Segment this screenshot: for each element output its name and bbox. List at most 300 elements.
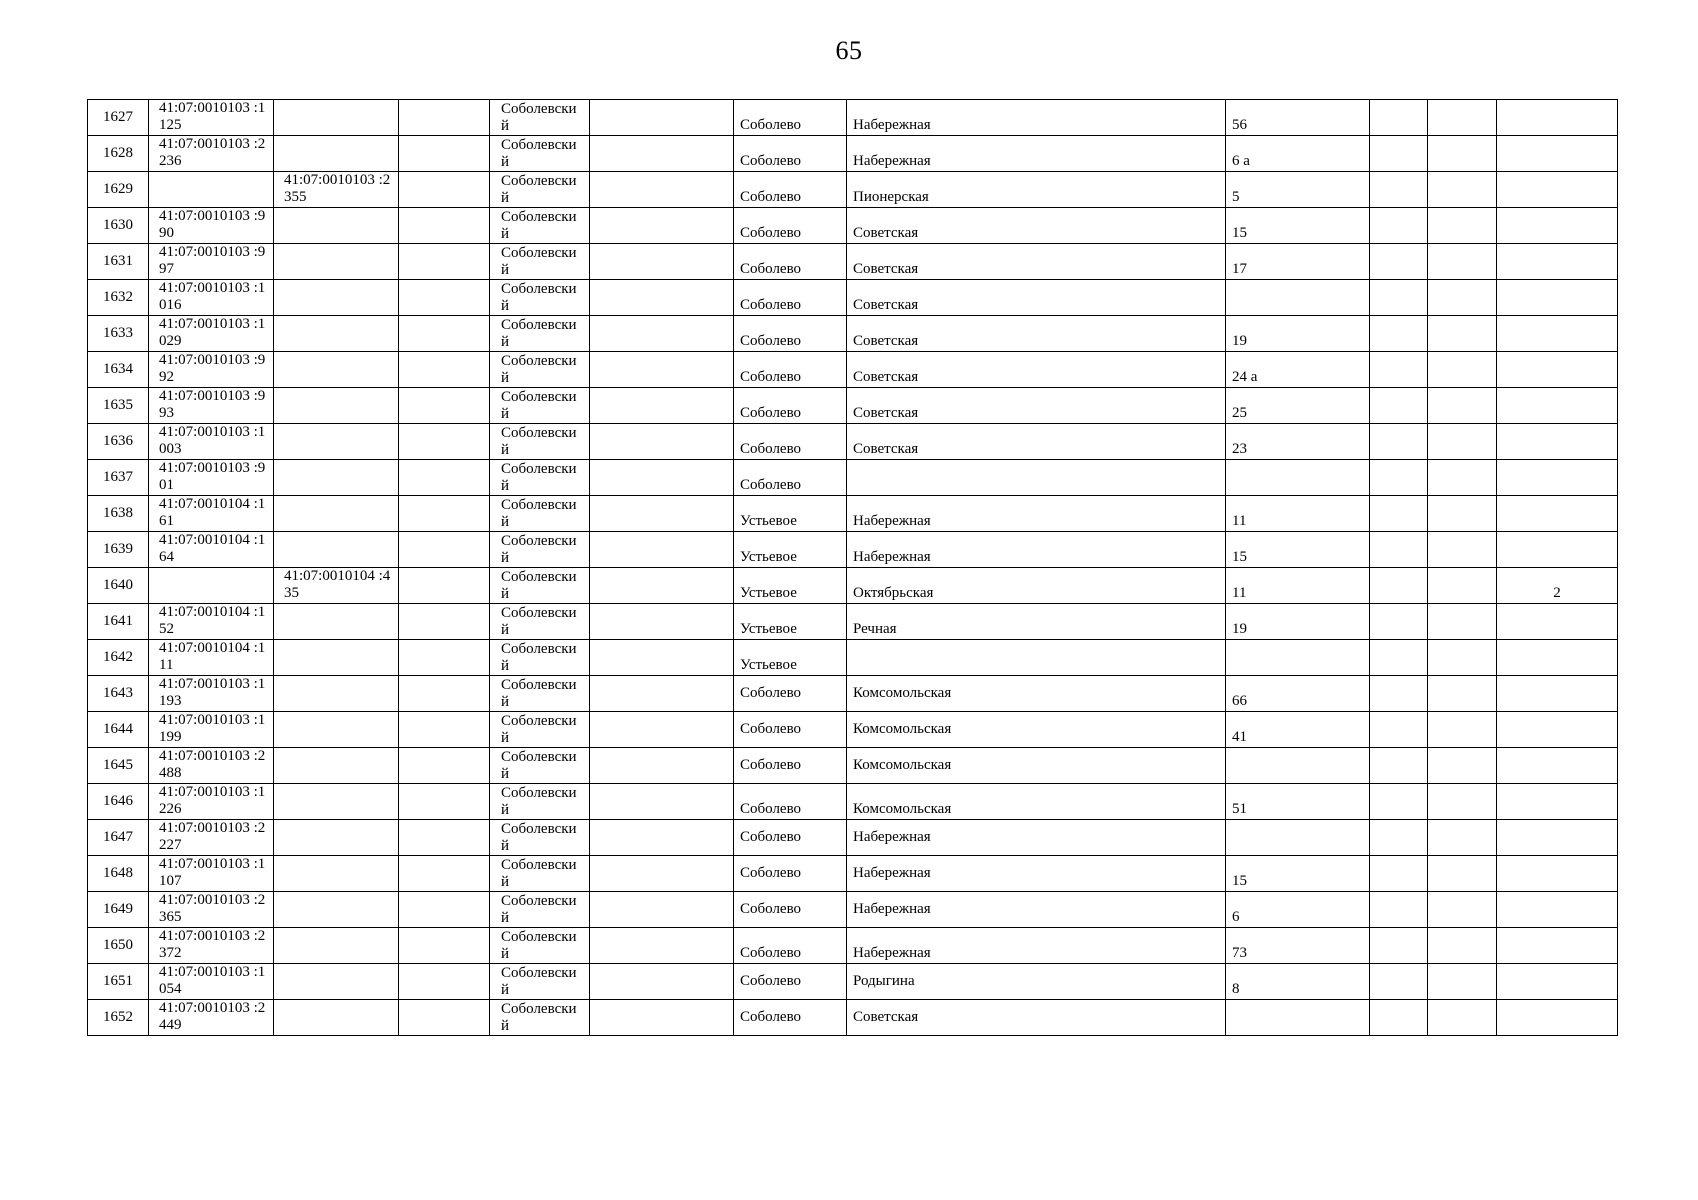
row-number-cell: 1630 — [88, 208, 149, 244]
house-number-cell: 15 — [1226, 532, 1370, 568]
locality-cell: Соболево — [734, 964, 847, 1000]
locality-cell: Соболево — [734, 820, 847, 856]
cadastral-number-cell: 41:07:0010104 :152 — [149, 604, 274, 640]
row-number-cell: 1635 — [88, 388, 149, 424]
empty-cell — [1428, 856, 1497, 892]
table-row — [88, 676, 1618, 712]
empty-cell — [399, 784, 490, 820]
empty-cell — [399, 424, 490, 460]
cadastral-number-alt-cell — [274, 352, 399, 388]
apartment-number-cell — [1497, 640, 1618, 676]
cadastral-number-alt-cell — [274, 532, 399, 568]
row-number-cell: 1634 — [88, 352, 149, 388]
row-number-cell: 1644 — [88, 712, 149, 748]
locality-cell: Соболево — [734, 280, 847, 316]
table-row — [88, 604, 1618, 640]
district-cell: Соболевски й — [490, 568, 590, 604]
apartment-number-cell — [1497, 712, 1618, 748]
empty-cell — [590, 496, 734, 532]
empty-cell — [590, 568, 734, 604]
row-number-cell: 1638 — [88, 496, 149, 532]
cadastral-number-alt-cell — [274, 424, 399, 460]
street-cell: Пионерская — [847, 172, 1226, 208]
cadastral-number-cell: 41:07:0010103 :2227 — [149, 820, 274, 856]
empty-cell — [590, 640, 734, 676]
locality-cell: Соболево — [734, 244, 847, 280]
empty-cell — [1428, 892, 1497, 928]
table-body — [88, 100, 1618, 1036]
house-number-cell: 23 — [1226, 424, 1370, 460]
cadastral-number-alt-cell — [274, 964, 399, 1000]
street-cell: Родыгина — [847, 964, 1226, 1000]
table-row — [88, 496, 1618, 532]
street-cell: Набережная — [847, 856, 1226, 892]
street-cell: Набережная — [847, 100, 1226, 136]
locality-cell: Соболево — [734, 892, 847, 928]
empty-cell — [399, 892, 490, 928]
empty-cell — [1428, 244, 1497, 280]
cadastral-number-cell: 41:07:0010104 :164 — [149, 532, 274, 568]
row-number-cell: 1628 — [88, 136, 149, 172]
table-row — [88, 532, 1618, 568]
cadastral-number-cell: 41:07:0010103 :1029 — [149, 316, 274, 352]
cadastral-number-alt-cell — [274, 100, 399, 136]
empty-cell — [1428, 100, 1497, 136]
table-row — [88, 568, 1618, 604]
empty-cell — [590, 820, 734, 856]
empty-cell — [590, 676, 734, 712]
cadastral-number-cell — [149, 172, 274, 208]
empty-cell — [1370, 208, 1428, 244]
street-cell: Комсомольская — [847, 748, 1226, 784]
street-cell: Набережная — [847, 892, 1226, 928]
empty-cell — [1428, 460, 1497, 496]
empty-cell — [1428, 928, 1497, 964]
house-number-cell — [1226, 820, 1370, 856]
house-number-cell: 6 а — [1226, 136, 1370, 172]
district-cell: Соболевски й — [490, 388, 590, 424]
cadastral-number-cell: 41:07:0010103 :1054 — [149, 964, 274, 1000]
empty-cell — [399, 748, 490, 784]
empty-cell — [399, 460, 490, 496]
cadastral-number-cell: 41:07:0010103 :2488 — [149, 748, 274, 784]
apartment-number-cell — [1497, 424, 1618, 460]
table-row — [88, 208, 1618, 244]
table-row — [88, 928, 1618, 964]
cadastral-number-alt-cell — [274, 460, 399, 496]
street-cell: Советская — [847, 244, 1226, 280]
cadastral-number-alt-cell — [274, 640, 399, 676]
empty-cell — [399, 316, 490, 352]
cadastral-number-alt-cell: 41:07:0010104 :435 — [274, 568, 399, 604]
cadastral-number-cell: 41:07:0010103 :2449 — [149, 1000, 274, 1036]
cadastral-number-alt-cell — [274, 856, 399, 892]
district-cell: Соболевски й — [490, 496, 590, 532]
empty-cell — [1428, 316, 1497, 352]
table-row — [88, 892, 1618, 928]
empty-cell — [1370, 1000, 1428, 1036]
empty-cell — [1428, 784, 1497, 820]
empty-cell — [1428, 604, 1497, 640]
empty-cell — [1428, 532, 1497, 568]
empty-cell — [1370, 640, 1428, 676]
cadastral-number-cell: 41:07:0010103 :992 — [149, 352, 274, 388]
locality-cell: Устьевое — [734, 640, 847, 676]
empty-cell — [1428, 352, 1497, 388]
table-row — [88, 136, 1618, 172]
empty-cell — [590, 1000, 734, 1036]
empty-cell — [1428, 424, 1497, 460]
empty-cell — [1428, 568, 1497, 604]
district-cell: Соболевски й — [490, 352, 590, 388]
empty-cell — [399, 1000, 490, 1036]
street-cell: Набережная — [847, 136, 1226, 172]
district-cell: Соболевски й — [490, 1000, 590, 1036]
cadastral-number-alt-cell — [274, 316, 399, 352]
cadastral-number-alt-cell — [274, 604, 399, 640]
house-number-cell: 19 — [1226, 604, 1370, 640]
empty-cell — [590, 928, 734, 964]
cadastral-number-cell: 41:07:0010103 :901 — [149, 460, 274, 496]
row-number-cell: 1645 — [88, 748, 149, 784]
apartment-number-cell — [1497, 928, 1618, 964]
table-row — [88, 352, 1618, 388]
apartment-number-cell — [1497, 892, 1618, 928]
table-row — [88, 748, 1618, 784]
row-number-cell: 1647 — [88, 820, 149, 856]
row-number-cell: 1650 — [88, 928, 149, 964]
empty-cell — [1370, 892, 1428, 928]
street-cell: Октябрьская — [847, 568, 1226, 604]
table-row — [88, 964, 1618, 1000]
cadastral-number-cell: 41:07:0010104 :161 — [149, 496, 274, 532]
empty-cell — [1370, 604, 1428, 640]
empty-cell — [590, 172, 734, 208]
district-cell: Соболевски й — [490, 748, 590, 784]
empty-cell — [399, 676, 490, 712]
house-number-cell: 66 — [1226, 676, 1370, 712]
empty-cell — [1370, 532, 1428, 568]
empty-cell — [590, 352, 734, 388]
locality-cell: Соболево — [734, 712, 847, 748]
table-row — [88, 640, 1618, 676]
apartment-number-cell — [1497, 604, 1618, 640]
cadastral-number-cell: 41:07:0010103 :1226 — [149, 784, 274, 820]
apartment-number-cell — [1497, 388, 1618, 424]
empty-cell — [590, 244, 734, 280]
empty-cell — [399, 964, 490, 1000]
cadastral-number-cell: 41:07:0010103 :2236 — [149, 136, 274, 172]
row-number-cell: 1639 — [88, 532, 149, 568]
house-number-cell: 24 а — [1226, 352, 1370, 388]
apartment-number-cell: 2 — [1497, 568, 1618, 604]
row-number-cell: 1641 — [88, 604, 149, 640]
empty-cell — [1428, 208, 1497, 244]
house-number-cell: 15 — [1226, 856, 1370, 892]
cadastral-number-cell: 41:07:0010103 :2365 — [149, 892, 274, 928]
empty-cell — [1370, 460, 1428, 496]
empty-cell — [1428, 136, 1497, 172]
district-cell: Соболевски й — [490, 208, 590, 244]
locality-cell: Соболево — [734, 748, 847, 784]
empty-cell — [590, 316, 734, 352]
house-number-cell — [1226, 280, 1370, 316]
cadastral-number-alt-cell — [274, 208, 399, 244]
cadastral-number-cell: 41:07:0010103 :1193 — [149, 676, 274, 712]
street-cell: Советская — [847, 424, 1226, 460]
row-number-cell: 1646 — [88, 784, 149, 820]
house-number-cell — [1226, 748, 1370, 784]
district-cell: Соболевски й — [490, 712, 590, 748]
empty-cell — [590, 784, 734, 820]
row-number-cell: 1636 — [88, 424, 149, 460]
empty-cell — [1428, 1000, 1497, 1036]
empty-cell — [1370, 136, 1428, 172]
district-cell: Соболевски й — [490, 136, 590, 172]
street-cell: Комсомольская — [847, 676, 1226, 712]
empty-cell — [1370, 280, 1428, 316]
table-row — [88, 1000, 1618, 1036]
empty-cell — [399, 280, 490, 316]
table-row — [88, 856, 1618, 892]
house-number-cell: 5 — [1226, 172, 1370, 208]
locality-cell: Соболево — [734, 1000, 847, 1036]
empty-cell — [1428, 172, 1497, 208]
district-cell: Соболевски й — [490, 532, 590, 568]
house-number-cell — [1226, 640, 1370, 676]
row-number-cell: 1648 — [88, 856, 149, 892]
street-cell: Набережная — [847, 820, 1226, 856]
empty-cell — [399, 496, 490, 532]
apartment-number-cell — [1497, 172, 1618, 208]
empty-cell — [399, 712, 490, 748]
table-row — [88, 424, 1618, 460]
locality-cell: Устьевое — [734, 496, 847, 532]
apartment-number-cell — [1497, 532, 1618, 568]
district-cell: Соболевски й — [490, 640, 590, 676]
cadastral-number-alt-cell — [274, 388, 399, 424]
street-cell: Советская — [847, 316, 1226, 352]
empty-cell — [1370, 496, 1428, 532]
cadastral-number-alt-cell — [274, 676, 399, 712]
apartment-number-cell — [1497, 676, 1618, 712]
empty-cell — [399, 568, 490, 604]
street-cell — [847, 640, 1226, 676]
empty-cell — [590, 604, 734, 640]
empty-cell — [1370, 100, 1428, 136]
apartment-number-cell — [1497, 244, 1618, 280]
empty-cell — [399, 172, 490, 208]
cadastral-number-cell — [149, 568, 274, 604]
house-number-cell: 8 — [1226, 964, 1370, 1000]
empty-cell — [1370, 748, 1428, 784]
locality-cell: Соболево — [734, 172, 847, 208]
district-cell: Соболевски й — [490, 100, 590, 136]
empty-cell — [590, 712, 734, 748]
house-number-cell: 51 — [1226, 784, 1370, 820]
cadastral-number-cell: 41:07:0010103 :1125 — [149, 100, 274, 136]
district-cell: Соболевски й — [490, 244, 590, 280]
table-row — [88, 316, 1618, 352]
street-cell: Набережная — [847, 532, 1226, 568]
district-cell: Соболевски й — [490, 928, 590, 964]
house-number-cell: 15 — [1226, 208, 1370, 244]
empty-cell — [590, 964, 734, 1000]
district-cell: Соболевски й — [490, 964, 590, 1000]
apartment-number-cell — [1497, 316, 1618, 352]
district-cell: Соболевски й — [490, 460, 590, 496]
empty-cell — [399, 820, 490, 856]
row-number-cell: 1640 — [88, 568, 149, 604]
cadastral-number-alt-cell — [274, 244, 399, 280]
empty-cell — [590, 748, 734, 784]
table-row — [88, 280, 1618, 316]
empty-cell — [1370, 244, 1428, 280]
empty-cell — [399, 856, 490, 892]
house-number-cell — [1226, 460, 1370, 496]
table-row — [88, 172, 1618, 208]
empty-cell — [590, 424, 734, 460]
street-cell: Советская — [847, 1000, 1226, 1036]
house-number-cell: 6 — [1226, 892, 1370, 928]
street-cell: Набережная — [847, 496, 1226, 532]
apartment-number-cell — [1497, 460, 1618, 496]
row-number-cell: 1631 — [88, 244, 149, 280]
apartment-number-cell — [1497, 820, 1618, 856]
cadastral-number-alt-cell — [274, 712, 399, 748]
empty-cell — [590, 532, 734, 568]
row-number-cell: 1643 — [88, 676, 149, 712]
cadastral-number-alt-cell — [274, 280, 399, 316]
empty-cell — [1428, 496, 1497, 532]
table-row — [88, 712, 1618, 748]
apartment-number-cell — [1497, 964, 1618, 1000]
house-number-cell: 19 — [1226, 316, 1370, 352]
locality-cell: Соболево — [734, 136, 847, 172]
empty-cell — [590, 280, 734, 316]
locality-cell: Соболево — [734, 352, 847, 388]
empty-cell — [590, 388, 734, 424]
apartment-number-cell — [1497, 100, 1618, 136]
house-number-cell: 25 — [1226, 388, 1370, 424]
street-cell: Советская — [847, 208, 1226, 244]
row-number-cell: 1632 — [88, 280, 149, 316]
locality-cell: Соболево — [734, 928, 847, 964]
locality-cell: Соболево — [734, 316, 847, 352]
cadastral-number-cell: 41:07:0010103 :1199 — [149, 712, 274, 748]
house-number-cell: 73 — [1226, 928, 1370, 964]
row-number-cell: 1642 — [88, 640, 149, 676]
street-cell — [847, 460, 1226, 496]
empty-cell — [1428, 964, 1497, 1000]
row-number-cell: 1651 — [88, 964, 149, 1000]
cadastral-number-alt-cell — [274, 1000, 399, 1036]
district-cell: Соболевски й — [490, 856, 590, 892]
page-number: 65 — [835, 36, 863, 65]
house-number-cell: 11 — [1226, 568, 1370, 604]
empty-cell — [1370, 928, 1428, 964]
cadastral-number-cell: 41:07:0010103 :1016 — [149, 280, 274, 316]
empty-cell — [1370, 676, 1428, 712]
empty-cell — [399, 244, 490, 280]
apartment-number-cell — [1497, 208, 1618, 244]
cadastral-number-cell: 41:07:0010103 :1003 — [149, 424, 274, 460]
row-number-cell: 1627 — [88, 100, 149, 136]
apartment-number-cell — [1497, 784, 1618, 820]
table-row — [88, 388, 1618, 424]
street-cell: Советская — [847, 388, 1226, 424]
empty-cell — [1370, 172, 1428, 208]
district-cell: Соболевски й — [490, 892, 590, 928]
locality-cell: Соболево — [734, 856, 847, 892]
cadastral-number-cell: 41:07:0010103 :2372 — [149, 928, 274, 964]
locality-cell: Соболево — [734, 676, 847, 712]
cadastral-number-alt-cell — [274, 784, 399, 820]
empty-cell — [399, 208, 490, 244]
house-number-cell: 56 — [1226, 100, 1370, 136]
district-cell: Соболевски й — [490, 820, 590, 856]
empty-cell — [1428, 712, 1497, 748]
empty-cell — [399, 388, 490, 424]
cadastral-number-cell: 41:07:0010103 :993 — [149, 388, 274, 424]
locality-cell: Соболево — [734, 460, 847, 496]
cadastral-number-alt-cell — [274, 496, 399, 532]
apartment-number-cell — [1497, 496, 1618, 532]
empty-cell — [1370, 820, 1428, 856]
registry-table — [87, 99, 1618, 1036]
apartment-number-cell — [1497, 280, 1618, 316]
cadastral-number-alt-cell: 41:07:0010103 :2355 — [274, 172, 399, 208]
street-cell: Набережная — [847, 928, 1226, 964]
empty-cell — [1428, 820, 1497, 856]
row-number-cell: 1633 — [88, 316, 149, 352]
locality-cell: Соболево — [734, 424, 847, 460]
empty-cell — [590, 208, 734, 244]
street-cell: Советская — [847, 280, 1226, 316]
locality-cell: Соболево — [734, 388, 847, 424]
empty-cell — [399, 928, 490, 964]
row-number-cell: 1649 — [88, 892, 149, 928]
district-cell: Соболевски й — [490, 316, 590, 352]
apartment-number-cell — [1497, 136, 1618, 172]
house-number-cell: 41 — [1226, 712, 1370, 748]
cadastral-number-cell: 41:07:0010103 :1107 — [149, 856, 274, 892]
empty-cell — [1428, 748, 1497, 784]
table-row — [88, 820, 1618, 856]
locality-cell: Устьевое — [734, 532, 847, 568]
row-number-cell: 1629 — [88, 172, 149, 208]
cadastral-number-alt-cell — [274, 820, 399, 856]
apartment-number-cell — [1497, 748, 1618, 784]
table-row — [88, 244, 1618, 280]
cadastral-number-alt-cell — [274, 136, 399, 172]
table-row — [88, 460, 1618, 496]
empty-cell — [1370, 712, 1428, 748]
cadastral-number-alt-cell — [274, 892, 399, 928]
empty-cell — [399, 352, 490, 388]
cadastral-number-cell: 41:07:0010103 :997 — [149, 244, 274, 280]
row-number-cell: 1652 — [88, 1000, 149, 1036]
street-cell: Речная — [847, 604, 1226, 640]
district-cell: Соболевски й — [490, 280, 590, 316]
empty-cell — [590, 892, 734, 928]
district-cell: Соболевски й — [490, 676, 590, 712]
cadastral-number-alt-cell — [274, 748, 399, 784]
apartment-number-cell — [1497, 352, 1618, 388]
empty-cell — [1370, 856, 1428, 892]
district-cell: Соболевски й — [490, 784, 590, 820]
empty-cell — [590, 136, 734, 172]
